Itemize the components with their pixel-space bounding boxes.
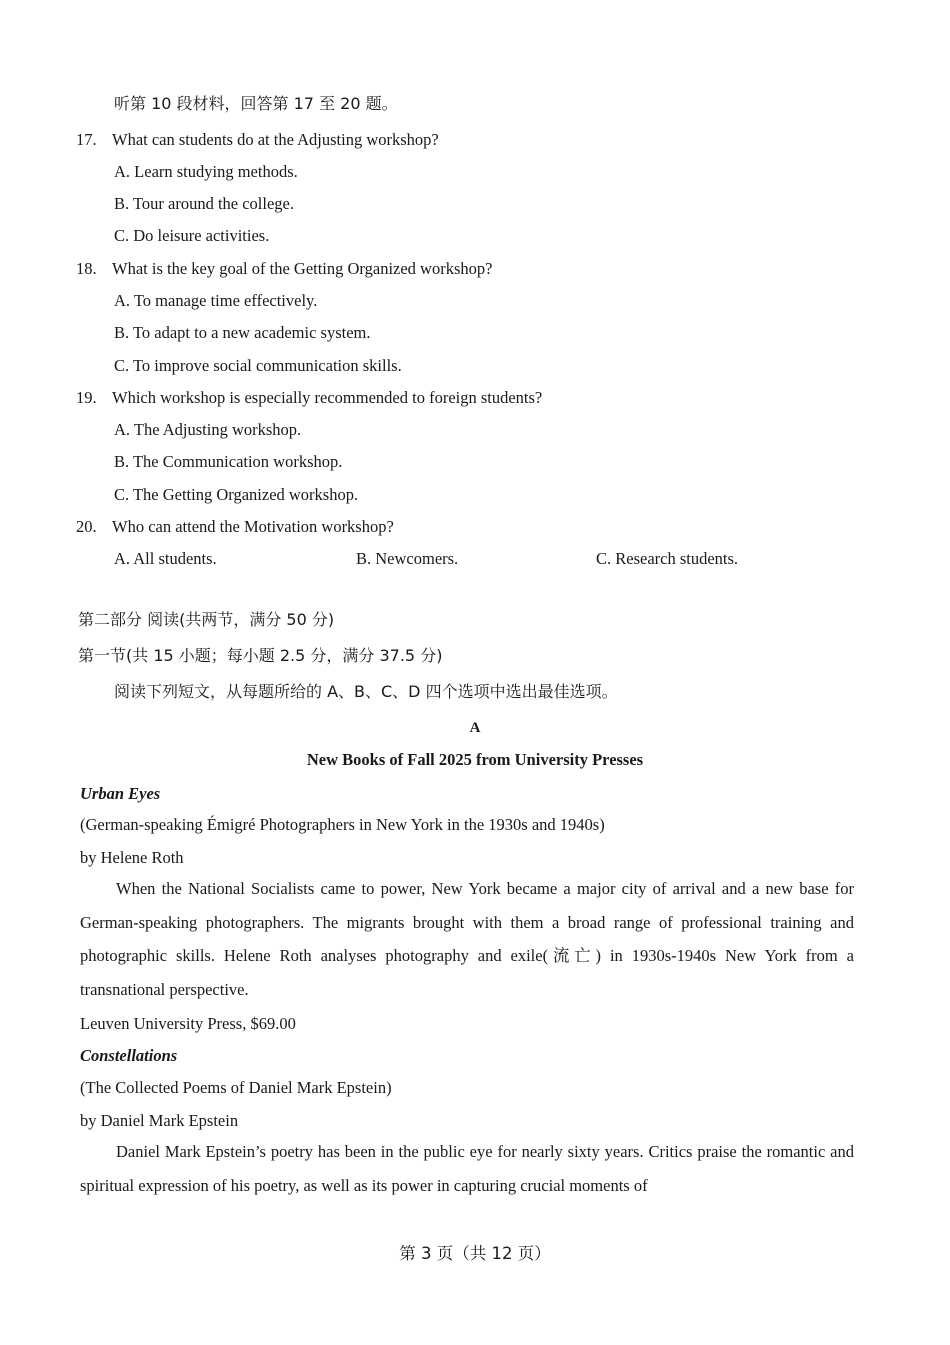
passage-letter: A <box>469 720 481 736</box>
option-18c: C. To improve social communication skills. <box>114 356 402 375</box>
book-title-urban-eyes: Urban Eyes <box>80 784 161 803</box>
question-number: 19. <box>76 388 97 407</box>
question-text: What is the key goal of the Getting Organized workshop? <box>112 259 493 278</box>
option-19b: B. The Communication workshop. <box>114 452 343 471</box>
option-17c: C. Do leisure activities. <box>114 226 270 245</box>
option-19a: A. The Adjusting workshop. <box>114 420 302 439</box>
section1-title: 第一节(共 15 小题；每小题 2.5 分，满分 37.5 分) <box>78 646 443 665</box>
question-17 <box>76 130 439 150</box>
question-text: What can students do at the Adjusting workshop? <box>112 130 439 149</box>
passage-title: New Books of Fall 2025 from University Presses <box>306 750 644 769</box>
option-20c: C. Research students. <box>596 549 739 568</box>
option-17b: B. Tour around the college. <box>114 194 294 213</box>
option-18a: A. To manage time effectively. <box>114 291 318 310</box>
page-footer: 第 3 页（共 12 页） <box>399 1244 551 1263</box>
option-18b: B. To adapt to a new academic system. <box>114 323 371 342</box>
option-19c: C. The Getting Organized workshop. <box>114 485 359 504</box>
question-number: 18. <box>76 259 97 278</box>
question-20 <box>76 517 394 537</box>
option-20b: B. Newcomers. <box>356 549 459 568</box>
book-subtitle: (The Collected Poems of Daniel Mark Epstein) <box>80 1078 392 1097</box>
question-18 <box>76 259 492 279</box>
reading-instruction: 阅读下列短文，从每题所给的 A、B、C、D 四个选项中选出最佳选项。 <box>114 682 618 701</box>
book-description: When the National Socialists came to power, New York became a major city of arrival and a new base for German-speaking photographers. The migrants brought with them a broad range of professional training and photographic skills. Helene Roth analyses photography and exile(流亡) in 1930s-1940s New York from a transnational perspective. <box>80 879 854 999</box>
option-20a: A. All students. <box>114 549 217 568</box>
book-subtitle: (German-speaking Émigré Photographers in New York in the 1930s and 1940s) <box>80 815 605 834</box>
book-author: by Helene Roth <box>80 848 184 867</box>
question-number: 20. <box>76 517 97 536</box>
option-17a: A. Learn studying methods. <box>114 162 298 181</box>
question-19 <box>76 388 542 408</box>
book-publisher: Leuven University Press, $69.00 <box>80 1014 296 1033</box>
part2-title: 第二部分 阅读(共两节，满分 50 分) <box>78 610 335 629</box>
book-description: Daniel Mark Epstein’s poetry has been in the public eye for nearly sixty years. Critics praise the romantic and spiritual expression of his poetry, as well as its power in capturing crucial moments of <box>80 1142 854 1195</box>
question-text: Which workshop is especially recommended to foreign students? <box>112 388 543 407</box>
listening-instruction: 听第 10 段材料，回答第 17 至 20 题。 <box>114 94 398 113</box>
book-title-constellations: Constellations <box>80 1046 178 1065</box>
question-number: 17. <box>76 130 97 149</box>
book-author: by Daniel Mark Epstein <box>80 1111 239 1130</box>
question-text: Who can attend the Motivation workshop? <box>112 517 394 536</box>
